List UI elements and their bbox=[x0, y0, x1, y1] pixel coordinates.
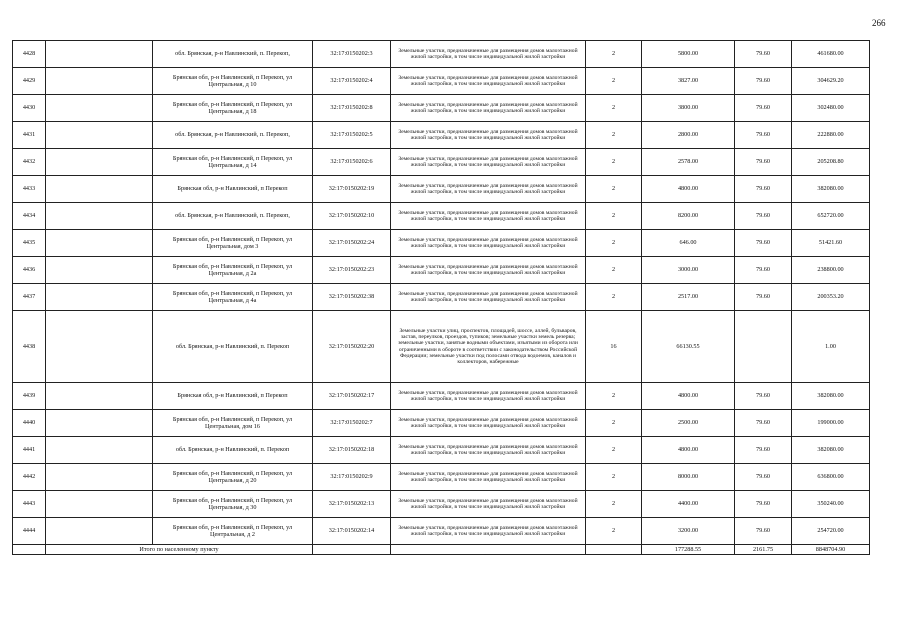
specific-value-cell: 79.60 bbox=[735, 491, 792, 518]
cadastral-number-cell: 32:17:0150202:13 bbox=[313, 491, 391, 518]
land-use-purpose-cell: Земельные участки, предназначенные для размещения домов малоэтажной жилой застройки, в том числе индивидуальной жилой застройки bbox=[391, 518, 586, 545]
table-row bbox=[13, 464, 870, 491]
cadastral-value-cell: 222880.00 bbox=[792, 122, 870, 149]
cadastral-number-cell: 32:17:0150202:10 bbox=[313, 203, 391, 230]
cadastral-value-cell: 199000.00 bbox=[792, 410, 870, 437]
area-cell: 2800.00 bbox=[642, 122, 735, 149]
specific-value-cell: 79.60 bbox=[735, 410, 792, 437]
row-number-cell: 4444 bbox=[13, 518, 46, 545]
blank-cell bbox=[13, 545, 46, 555]
address-cell: Брянская обл, р-н Навлинский, п Перекоп, ул Центральная, д 30 bbox=[153, 491, 313, 518]
use-group-cell: 2 bbox=[586, 518, 642, 545]
use-group-cell: 2 bbox=[586, 284, 642, 311]
blank-cell bbox=[46, 284, 153, 311]
address-cell: Брянская обл, р-н Навлинский, п Перекоп bbox=[153, 176, 313, 203]
total-area-cell: 177288.55 bbox=[642, 545, 735, 555]
land-use-purpose-cell: Земельные участки, предназначенные для размещения домов малоэтажной жилой застройки, в том числе индивидуальной жилой застройки bbox=[391, 410, 586, 437]
row-number-cell: 4432 bbox=[13, 149, 46, 176]
land-use-purpose-cell: Земельные участки, предназначенные для размещения домов малоэтажной жилой застройки, в том числе индивидуальной жилой застройки bbox=[391, 437, 586, 464]
address-cell: обл. Брянская, р-н Навлинский, п. Перекоп bbox=[153, 311, 313, 383]
use-group-cell: 2 bbox=[586, 176, 642, 203]
land-use-purpose-cell: Земельные участки, предназначенные для размещения домов малоэтажной жилой застройки, в том числе индивидуальной жилой застройки bbox=[391, 68, 586, 95]
specific-value-cell: 79.60 bbox=[735, 203, 792, 230]
address-cell: Брянская обл, р-н Навлинский, п Перекоп, ул Центральная, д 4а bbox=[153, 284, 313, 311]
area-cell: 3827.00 bbox=[642, 68, 735, 95]
cadastral-value-cell: 382080.00 bbox=[792, 176, 870, 203]
use-group-cell: 16 bbox=[586, 311, 642, 383]
specific-value-cell: 79.60 bbox=[735, 284, 792, 311]
cadastral-number-cell: 32:17:0150202:9 bbox=[313, 464, 391, 491]
cadastral-number-cell: 32:17:0150202:19 bbox=[313, 176, 391, 203]
specific-value-cell: 79.60 bbox=[735, 230, 792, 257]
use-group-cell: 2 bbox=[586, 230, 642, 257]
table-row bbox=[13, 230, 870, 257]
table-row bbox=[13, 491, 870, 518]
total-label: Итого по населенному пункту bbox=[46, 545, 313, 555]
cadastral-number-cell: 32:17:0150202:23 bbox=[313, 257, 391, 284]
row-number-cell: 4428 bbox=[13, 41, 46, 68]
specific-value-cell: 79.60 bbox=[735, 518, 792, 545]
table-row bbox=[13, 176, 870, 203]
blank-cell bbox=[313, 545, 391, 555]
address-cell: обл. Брянская, р-н Навлинский, п. Перекоп, bbox=[153, 122, 313, 149]
use-group-cell: 2 bbox=[586, 491, 642, 518]
use-group-cell: 2 bbox=[586, 257, 642, 284]
blank-cell bbox=[46, 68, 153, 95]
row-number-cell: 4430 bbox=[13, 95, 46, 122]
table-row bbox=[13, 437, 870, 464]
blank-cell bbox=[46, 383, 153, 410]
table-row bbox=[13, 311, 870, 383]
table-row bbox=[13, 284, 870, 311]
table-row bbox=[13, 122, 870, 149]
cadastral-value-cell: 382080.00 bbox=[792, 383, 870, 410]
address-cell: Брянская обл, р-н Навлинский, п Перекоп, ул Центральная, д 2а bbox=[153, 257, 313, 284]
use-group-cell: 2 bbox=[586, 383, 642, 410]
cadastral-value-cell: 205208.80 bbox=[792, 149, 870, 176]
blank-cell bbox=[586, 545, 642, 555]
row-number-cell: 4434 bbox=[13, 203, 46, 230]
land-use-purpose-cell: Земельные участки, предназначенные для размещения домов малоэтажной жилой застройки, в том числе индивидуальной жилой застройки bbox=[391, 464, 586, 491]
specific-value-cell: 79.60 bbox=[735, 383, 792, 410]
specific-value-cell: 79.60 bbox=[735, 95, 792, 122]
cadastral-number-cell: 32:17:0150202:17 bbox=[313, 383, 391, 410]
cadastral-number-cell: 32:17:0150202:4 bbox=[313, 68, 391, 95]
row-number-cell: 4429 bbox=[13, 68, 46, 95]
blank-cell bbox=[46, 230, 153, 257]
cadastral-number-cell: 32:17:0150202:20 bbox=[313, 311, 391, 383]
area-cell: 4800.00 bbox=[642, 176, 735, 203]
table-row bbox=[13, 41, 870, 68]
total-cadastral-value-cell: 8848704.90 bbox=[792, 545, 870, 555]
land-use-purpose-cell: Земельные участки, предназначенные для размещения домов малоэтажной жилой застройки, в том числе индивидуальной жилой застройки bbox=[391, 176, 586, 203]
total-row bbox=[13, 545, 870, 555]
cadastral-number-cell: 32:17:0150202:7 bbox=[313, 410, 391, 437]
specific-value-cell: 79.60 bbox=[735, 41, 792, 68]
area-cell: 3200.00 bbox=[642, 518, 735, 545]
use-group-cell: 2 bbox=[586, 464, 642, 491]
cadastral-value-cell: 51421.60 bbox=[792, 230, 870, 257]
area-cell: 646.00 bbox=[642, 230, 735, 257]
cadastral-value-cell: 652720.00 bbox=[792, 203, 870, 230]
blank-cell bbox=[46, 203, 153, 230]
blank-cell bbox=[46, 149, 153, 176]
area-cell: 66130.55 bbox=[642, 311, 735, 383]
cadastral-value-table bbox=[12, 40, 870, 555]
use-group-cell: 2 bbox=[586, 41, 642, 68]
area-cell: 2500.00 bbox=[642, 410, 735, 437]
address-cell: Брянская обл, р-н Навлинский, п Перекоп, ул Центральная, д 14 bbox=[153, 149, 313, 176]
cadastral-number-cell: 32:17:0150202:6 bbox=[313, 149, 391, 176]
page-number: 266 bbox=[872, 18, 886, 28]
table-body bbox=[13, 41, 870, 555]
use-group-cell: 2 bbox=[586, 68, 642, 95]
blank-cell bbox=[46, 437, 153, 464]
use-group-cell: 2 bbox=[586, 203, 642, 230]
table-row bbox=[13, 257, 870, 284]
area-cell: 3800.00 bbox=[642, 95, 735, 122]
table-row bbox=[13, 95, 870, 122]
blank-cell bbox=[46, 95, 153, 122]
row-number-cell: 4433 bbox=[13, 176, 46, 203]
specific-value-cell: 79.60 bbox=[735, 122, 792, 149]
cadastral-number-cell: 32:17:0150202:18 bbox=[313, 437, 391, 464]
blank-cell bbox=[46, 410, 153, 437]
cadastral-value-cell: 304629.20 bbox=[792, 68, 870, 95]
row-number-cell: 4431 bbox=[13, 122, 46, 149]
cadastral-value-cell: 461680.00 bbox=[792, 41, 870, 68]
blank-cell bbox=[46, 464, 153, 491]
address-cell: обл. Брянская, р-н Навлинский, п. Перекоп, bbox=[153, 41, 313, 68]
blank-cell bbox=[46, 311, 153, 383]
address-cell: обл. Брянская, р-н Навлинский, п. Перекоп, bbox=[153, 203, 313, 230]
land-use-purpose-cell: Земельные участки, предназначенные для размещения домов малоэтажной жилой застройки, в том числе индивидуальной жилой застройки bbox=[391, 383, 586, 410]
area-cell: 2517.00 bbox=[642, 284, 735, 311]
cadastral-value-cell: 254720.00 bbox=[792, 518, 870, 545]
cadastral-value-cell: 302480.00 bbox=[792, 95, 870, 122]
use-group-cell: 2 bbox=[586, 437, 642, 464]
area-cell: 4800.00 bbox=[642, 437, 735, 464]
row-number-cell: 4443 bbox=[13, 491, 46, 518]
use-group-cell: 2 bbox=[586, 122, 642, 149]
area-cell: 4800.00 bbox=[642, 383, 735, 410]
cadastral-value-cell: 200353.20 bbox=[792, 284, 870, 311]
use-group-cell: 2 bbox=[586, 149, 642, 176]
cadastral-value-cell: 1.00 bbox=[792, 311, 870, 383]
row-number-cell: 4439 bbox=[13, 383, 46, 410]
address-cell: Брянская обл, р-н Навлинский, п Перекоп, ул Центральная, дом 16 bbox=[153, 410, 313, 437]
row-number-cell: 4438 bbox=[13, 311, 46, 383]
land-use-purpose-cell: Земельные участки, предназначенные для размещения домов малоэтажной жилой застройки, в том числе индивидуальной жилой застройки bbox=[391, 149, 586, 176]
total-specific-value-cell: 2161.75 bbox=[735, 545, 792, 555]
table-row bbox=[13, 383, 870, 410]
area-cell: 8000.00 bbox=[642, 464, 735, 491]
table-row bbox=[13, 203, 870, 230]
cadastral-value-cell: 350240.00 bbox=[792, 491, 870, 518]
area-cell: 2578.00 bbox=[642, 149, 735, 176]
address-cell: Брянская обл, р-н Навлинский, п Перекоп, ул Центральная, д 18 bbox=[153, 95, 313, 122]
row-number-cell: 4435 bbox=[13, 230, 46, 257]
area-cell: 5800.00 bbox=[642, 41, 735, 68]
cadastral-number-cell: 32:17:0150202:5 bbox=[313, 122, 391, 149]
cadastral-number-cell: 32:17:0150202:8 bbox=[313, 95, 391, 122]
cadastral-value-cell: 238800.00 bbox=[792, 257, 870, 284]
land-use-purpose-cell: Земельные участки, предназначенные для размещения домов малоэтажной жилой застройки, в том числе индивидуальной жилой застройки bbox=[391, 257, 586, 284]
address-cell: Брянская обл, р-н Навлинский, п Перекоп, ул Центральная, д 10 bbox=[153, 68, 313, 95]
address-cell: Брянская обл, р-н Навлинский, п Перекоп, ул Центральная, д 2 bbox=[153, 518, 313, 545]
cadastral-value-cell: 636800.00 bbox=[792, 464, 870, 491]
blank-cell bbox=[46, 41, 153, 68]
row-number-cell: 4436 bbox=[13, 257, 46, 284]
area-cell: 3000.00 bbox=[642, 257, 735, 284]
land-use-purpose-cell: Земельные участки улиц, проспектов, площадей, шоссе, аллей, бульваров, застав, переулков, проездов, тупиков; земельные участки земель резерва; земельные участки, занятые водными объектами, изъятыми из оборота или ограниченными в обороте в соответствии с законодательством Российской Федерации; земельные участки под полосами отвода водоемов, каналов и коллекторов, набережные bbox=[391, 311, 586, 383]
table-row bbox=[13, 149, 870, 176]
cadastral-number-cell: 32:17:0150202:14 bbox=[313, 518, 391, 545]
land-use-purpose-cell: Земельные участки, предназначенные для размещения домов малоэтажной жилой застройки, в том числе индивидуальной жилой застройки bbox=[391, 284, 586, 311]
table-row bbox=[13, 410, 870, 437]
table-row bbox=[13, 68, 870, 95]
land-use-purpose-cell: Земельные участки, предназначенные для размещения домов малоэтажной жилой застройки, в том числе индивидуальной жилой застройки bbox=[391, 95, 586, 122]
area-cell: 8200.00 bbox=[642, 203, 735, 230]
land-use-purpose-cell: Земельные участки, предназначенные для размещения домов малоэтажной жилой застройки, в том числе индивидуальной жилой застройки bbox=[391, 41, 586, 68]
address-cell: обл. Брянская, р-н Навлинский, п. Перекоп bbox=[153, 437, 313, 464]
specific-value-cell: 79.60 bbox=[735, 464, 792, 491]
cadastral-value-cell: 382080.00 bbox=[792, 437, 870, 464]
land-use-purpose-cell: Земельные участки, предназначенные для размещения домов малоэтажной жилой застройки, в том числе индивидуальной жилой застройки bbox=[391, 491, 586, 518]
land-use-purpose-cell: Земельные участки, предназначенные для размещения домов малоэтажной жилой застройки, в том числе индивидуальной жилой застройки bbox=[391, 230, 586, 257]
blank-cell bbox=[46, 122, 153, 149]
row-number-cell: 4442 bbox=[13, 464, 46, 491]
specific-value-cell bbox=[735, 311, 792, 383]
specific-value-cell: 79.60 bbox=[735, 68, 792, 95]
row-number-cell: 4437 bbox=[13, 284, 46, 311]
cadastral-number-cell: 32:17:0150202:24 bbox=[313, 230, 391, 257]
land-use-purpose-cell: Земельные участки, предназначенные для размещения домов малоэтажной жилой застройки, в том числе индивидуальной жилой застройки bbox=[391, 122, 586, 149]
blank-cell bbox=[46, 176, 153, 203]
specific-value-cell: 79.60 bbox=[735, 437, 792, 464]
table-row bbox=[13, 518, 870, 545]
row-number-cell: 4440 bbox=[13, 410, 46, 437]
area-cell: 4400.00 bbox=[642, 491, 735, 518]
specific-value-cell: 79.60 bbox=[735, 176, 792, 203]
specific-value-cell: 79.60 bbox=[735, 149, 792, 176]
use-group-cell: 2 bbox=[586, 95, 642, 122]
use-group-cell: 2 bbox=[586, 410, 642, 437]
row-number-cell: 4441 bbox=[13, 437, 46, 464]
cadastral-number-cell: 32:17:0150202:3 bbox=[313, 41, 391, 68]
specific-value-cell: 79.60 bbox=[735, 257, 792, 284]
cadastral-number-cell: 32:17:0150202:38 bbox=[313, 284, 391, 311]
blank-cell bbox=[391, 545, 586, 555]
blank-cell bbox=[46, 518, 153, 545]
blank-cell bbox=[46, 491, 153, 518]
address-cell: Брянская обл, р-н Навлинский, п Перекоп bbox=[153, 383, 313, 410]
address-cell: Брянская обл, р-н Навлинский, п Перекоп, ул Центральная, дом 3 bbox=[153, 230, 313, 257]
land-use-purpose-cell: Земельные участки, предназначенные для размещения домов малоэтажной жилой застройки, в том числе индивидуальной жилой застройки bbox=[391, 203, 586, 230]
address-cell: Брянская обл, р-н Навлинский, п Перекоп, ул Центральная, д 20 bbox=[153, 464, 313, 491]
blank-cell bbox=[46, 257, 153, 284]
